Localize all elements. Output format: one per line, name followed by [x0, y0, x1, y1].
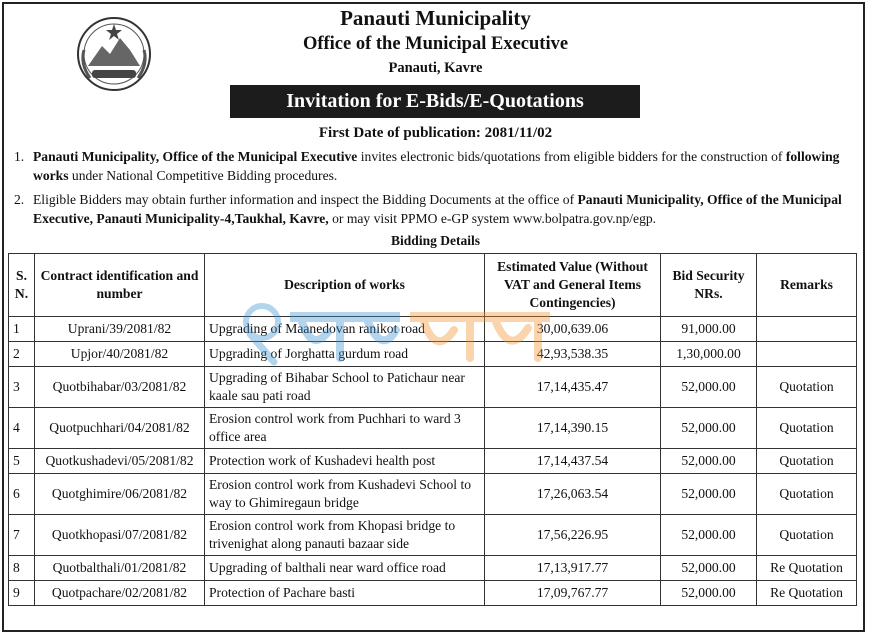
- publication-date: First Date of publication: 2081/11/02: [318, 125, 553, 141]
- cell-bid-security: 1,30,000.00: [661, 342, 757, 367]
- header-description: Description of works: [205, 254, 485, 317]
- table-row: [9, 317, 857, 342]
- cell-contract-id: Quotkhopasi/07/2081/82: [35, 515, 205, 556]
- header-sn: S. N.: [9, 254, 35, 317]
- location-text: Panauti, Kavre: [388, 60, 483, 76]
- cell-bid-security: 52,000.00: [661, 515, 757, 556]
- cell-sn: 4: [9, 408, 35, 449]
- paragraph-1-bold-works: following works: [33, 149, 840, 183]
- cell-sn: 1: [9, 317, 35, 342]
- cell-bid-security: 52,000.00: [661, 408, 757, 449]
- table-row: [9, 367, 857, 408]
- cell-estimated-value: 17,26,063.54: [485, 474, 661, 515]
- cell-contract-id: Quotpachare/02/2081/82: [35, 581, 205, 606]
- paragraph-1-text: [33, 147, 860, 185]
- cell-description: Erosion control work from Khopasi bridge to trivenighat along panauti bazaar side: [205, 515, 485, 556]
- cell-remarks: Quotation: [757, 408, 857, 449]
- cell-estimated-value: 17,14,435.47: [485, 367, 661, 408]
- cell-estimated-value: 17,13,917.77: [485, 556, 661, 581]
- cell-sn: 3: [9, 367, 35, 408]
- cell-description: Upgrading of Jorghatta gurdum road: [205, 342, 485, 367]
- cell-sn: 5: [9, 449, 35, 474]
- paragraph-2-text: [33, 190, 860, 228]
- table-row: [9, 408, 857, 449]
- header-bid-security: Bid Security NRs.: [661, 254, 757, 317]
- invitation-banner: Invitation for E-Bids/E-Quotations: [230, 85, 640, 118]
- cell-bid-security: 52,000.00: [661, 581, 757, 606]
- cell-description: Upgrading of Bihabar School to Patichaur near kaale sau pati road: [205, 367, 485, 408]
- header-contract-id: Contract identification and number: [35, 254, 205, 317]
- table-row: [9, 342, 857, 367]
- header-remarks: Remarks: [757, 254, 857, 317]
- cell-contract-id: Quotpuchhari/04/2081/82: [35, 408, 205, 449]
- cell-estimated-value: 17,14,437.54: [485, 449, 661, 474]
- cell-remarks: Re Quotation: [757, 581, 857, 606]
- cell-contract-id: Quotbalthali/01/2081/82: [35, 556, 205, 581]
- cell-remarks: Quotation: [757, 449, 857, 474]
- office-title: Office of the Municipal Executive: [302, 34, 569, 54]
- cell-remarks: Re Quotation: [757, 556, 857, 581]
- paragraph-1-bold-office: Panauti Municipality, Office of the Municipal Executive: [33, 149, 358, 164]
- paragraph-2-bold-address: Panauti Municipality, Office of the Municipal Executive, Panauti Municipality-4,Taukhal, Kavre,: [33, 192, 842, 226]
- cell-description: Upgrading of balthali near ward office road: [205, 556, 485, 581]
- cell-remarks: [757, 342, 857, 367]
- table-header-row: [9, 254, 857, 317]
- cell-remarks: Quotation: [757, 367, 857, 408]
- bidding-details-table: [8, 253, 857, 606]
- paragraph-1: [14, 147, 860, 185]
- cell-description: Upgrading of Maanedovan ranikot road: [205, 317, 485, 342]
- cell-sn: 9: [9, 581, 35, 606]
- cell-estimated-value: 17,56,226.95: [485, 515, 661, 556]
- cell-estimated-value: 17,09,767.77: [485, 581, 661, 606]
- cell-contract-id: Upjor/40/2081/82: [35, 342, 205, 367]
- cell-estimated-value: 17,14,390.15: [485, 408, 661, 449]
- paragraph-2-text-a: Eligible Bidders may obtain further information and inspect the Bidding Documents at the office of: [33, 192, 578, 207]
- municipality-title: Panauti Municipality: [340, 6, 531, 30]
- paragraph-1-number: 1.: [14, 149, 25, 164]
- cell-description: Erosion control work from Kushadevi School to way to Ghimiregaun bridge: [205, 474, 485, 515]
- cell-estimated-value: 42,93,538.35: [485, 342, 661, 367]
- cell-sn: 8: [9, 556, 35, 581]
- cell-description: Protection work of Kushadevi health post: [205, 449, 485, 474]
- cell-remarks: [757, 317, 857, 342]
- paragraph-2: [14, 190, 860, 228]
- cell-estimated-value: 30,00,639.06: [485, 317, 661, 342]
- cell-sn: 6: [9, 474, 35, 515]
- paragraph-1-text-b: under National Competitive Bidding procedures.: [68, 168, 338, 183]
- cell-description: Erosion control work from Puchhari to ward 3 office area: [205, 408, 485, 449]
- bidding-details-title: Bidding Details: [391, 233, 480, 248]
- cell-bid-security: 52,000.00: [661, 556, 757, 581]
- header-estimated-value: Estimated Value (Without VAT and General Items Contingencies): [485, 254, 661, 317]
- table-row: [9, 474, 857, 515]
- cell-sn: 2: [9, 342, 35, 367]
- cell-sn: 7: [9, 515, 35, 556]
- cell-bid-security: 52,000.00: [661, 474, 757, 515]
- cell-bid-security: 91,000.00: [661, 317, 757, 342]
- cell-bid-security: 52,000.00: [661, 367, 757, 408]
- cell-description: Protection of Pachare basti: [205, 581, 485, 606]
- paragraph-1-text-a: invites electronic bids/quotations from eligible bidders for the construction of: [357, 149, 786, 164]
- cell-contract-id: Quotghimire/06/2081/82: [35, 474, 205, 515]
- table-row: [9, 556, 857, 581]
- paragraph-2-number: 2.: [14, 192, 25, 207]
- cell-remarks: Quotation: [757, 515, 857, 556]
- table-row: [9, 581, 857, 606]
- cell-contract-id: Uprani/39/2081/82: [35, 317, 205, 342]
- paragraph-2-text-b: or may visit PPMO e-GP system www.bolpatra.gov.np/egp.: [328, 211, 657, 226]
- cell-contract-id: Quotkushadevi/05/2081/82: [35, 449, 205, 474]
- table-row: [9, 515, 857, 556]
- cell-remarks: Quotation: [757, 474, 857, 515]
- cell-bid-security: 52,000.00: [661, 449, 757, 474]
- table-row: [9, 449, 857, 474]
- cell-contract-id: Quotbihabar/03/2081/82: [35, 367, 205, 408]
